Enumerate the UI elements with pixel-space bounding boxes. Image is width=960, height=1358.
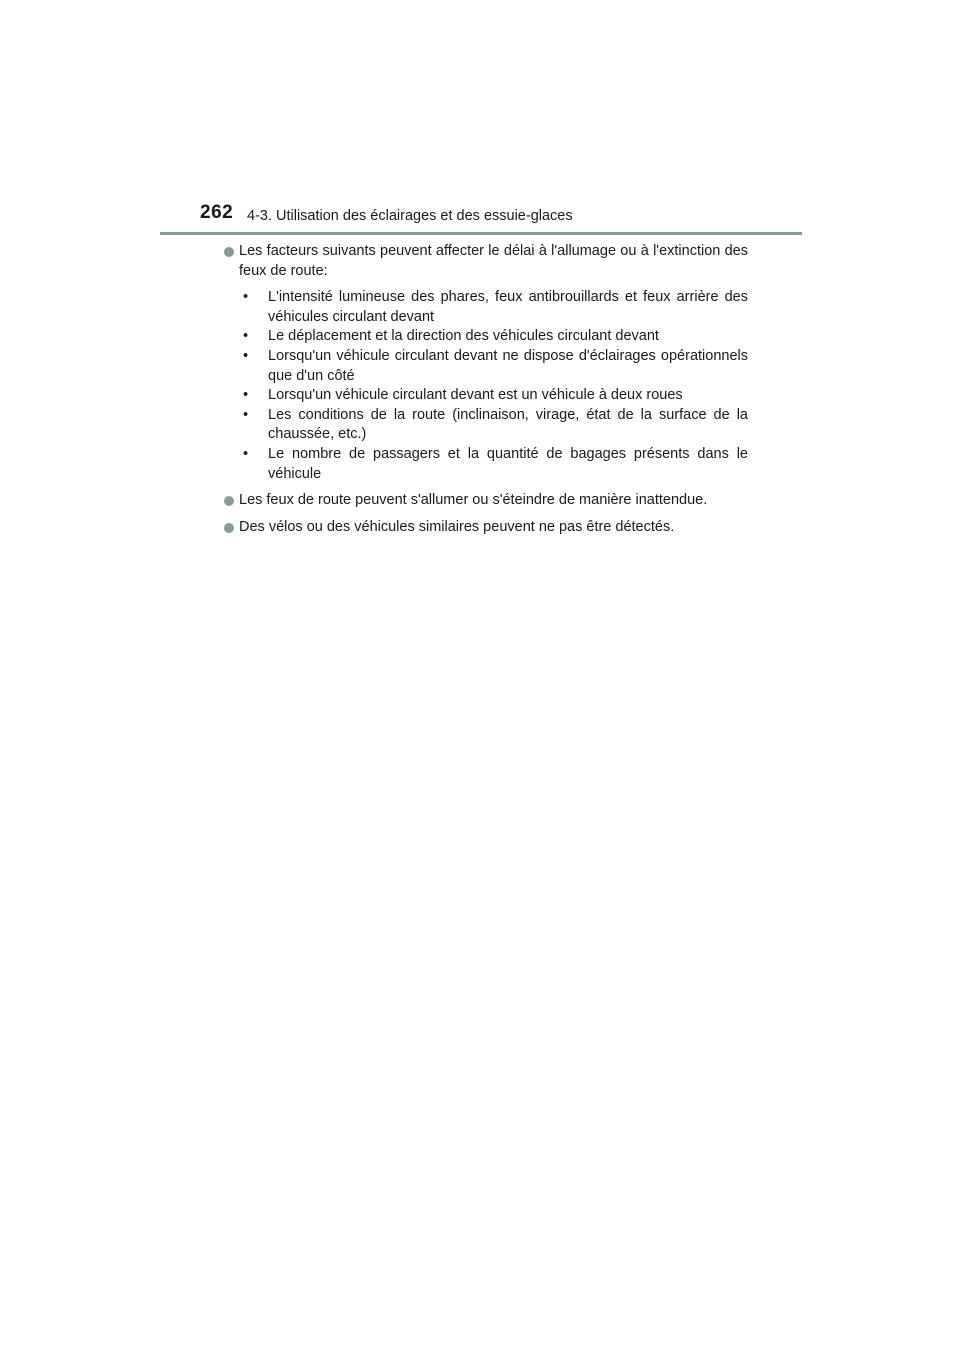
section-title: 4-3. Utilisation des éclairages et des essuie-glaces [247,208,573,224]
page-number: 262 [200,202,234,223]
round-bullet-icon [224,496,234,506]
sub-bullet-icon: • [243,445,249,462]
bullet-text: Les facteurs suivants peuvent affecter le délai à l'allumage ou à l'extinction des feux de route: [239,243,748,279]
page-header [200,202,802,234]
sub-item-text: Le déplacement et la direction des véhicules circulant devant [268,328,659,345]
round-bullet-icon [224,523,234,533]
bullet-text: Les feux de route peuvent s'allumer ou s'éteindre de manière inattendue. [239,492,708,509]
header-divider [160,232,802,235]
sub-item-text: Lorsqu'un véhicule circulant devant est un véhicule à deux roues [268,387,683,404]
bullet-item [224,491,748,511]
sub-item-text: Lorsqu'un véhicule circulant devant ne dispose d'éclairages opérationnels que d'un côté [268,347,748,384]
sub-item-text: Le nombre de passagers et la quantité de bagages présents dans le véhicule [268,445,748,482]
bullet-item [224,242,748,484]
sub-list-item [241,288,748,327]
sub-item-text: Les conditions de la route (inclinaison, virage, état de la surface de la chaussée, etc.) [268,406,748,443]
sub-bullet-icon: • [243,289,249,306]
sub-bullet-icon: • [243,406,249,423]
sub-list-item [241,327,748,347]
round-bullet-icon [224,247,234,257]
sub-bullet-icon: • [243,347,249,364]
sub-list-item [241,406,748,445]
sub-list-item [241,386,748,406]
sub-bullet-icon: • [243,387,249,404]
sub-list-item [241,347,748,386]
page-content [224,242,748,544]
bullet-item [224,518,748,538]
sub-item-text: L'intensité lumineuse des phares, feux antibrouillards et feux arrière des véhicules circulant devant [268,289,748,325]
sub-list-item [241,445,748,484]
bullet-text: Des vélos ou des véhicules similaires peuvent ne pas être détectés. [239,518,675,535]
sub-bullet-icon: • [243,328,249,345]
sub-list [239,288,748,484]
